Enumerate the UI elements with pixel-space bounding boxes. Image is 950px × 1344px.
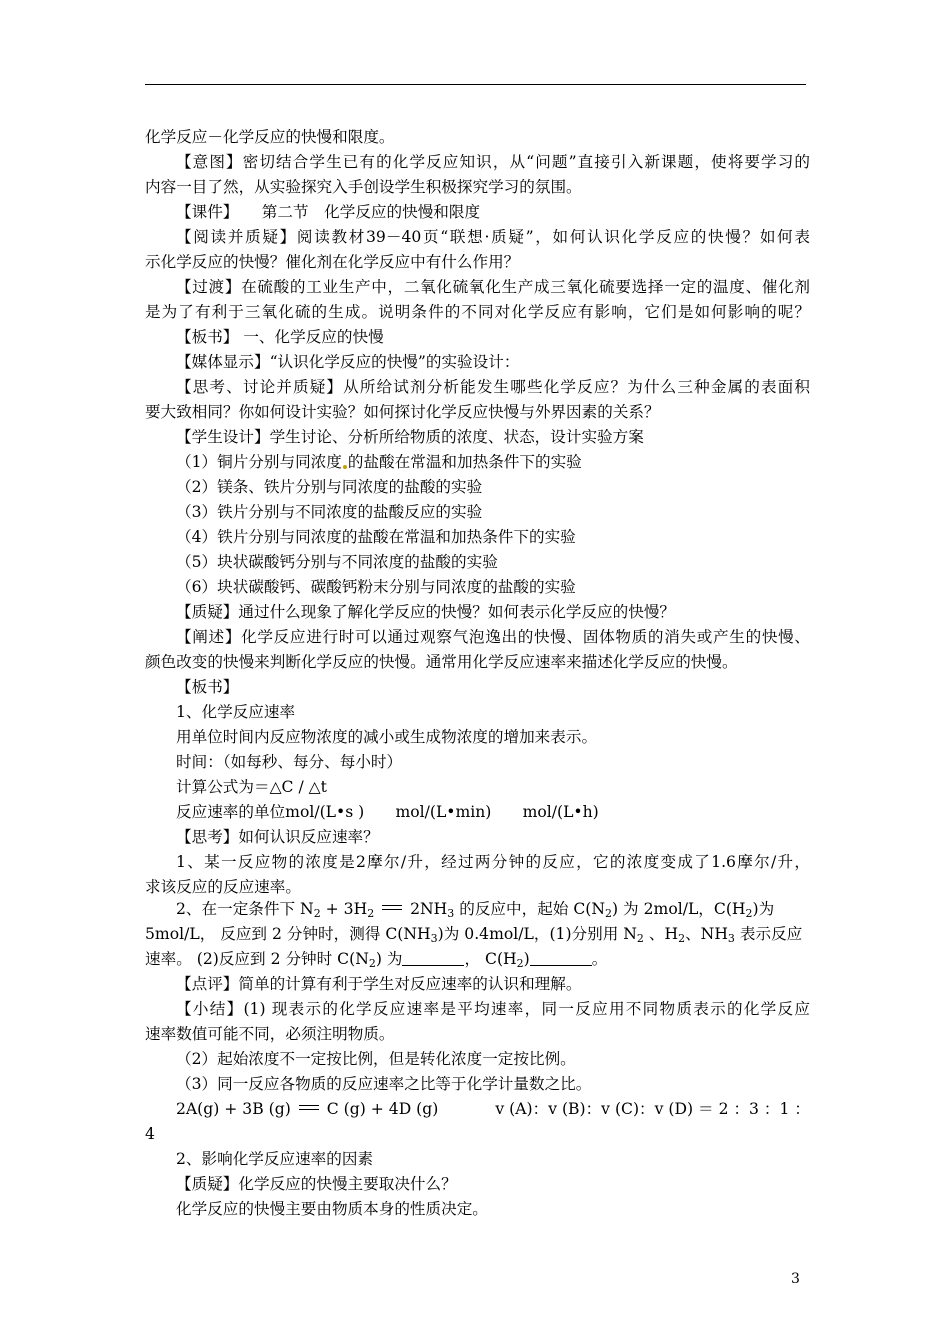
text-line: 计算公式为＝△C / △t (176, 778, 327, 796)
page-number: 3 (791, 1271, 800, 1287)
text-line: 【小结】(1) 现表示的化学反应速率是平均速率，同一反应用不同物质表示的化学反应 (176, 1000, 810, 1018)
header-rule (145, 84, 806, 85)
text-line: 【质疑】化学反应的快慢主要取决什么？ (176, 1175, 457, 1193)
answer-blank[interactable] (530, 951, 592, 966)
text-line: 1、某一反应物的浓度是2摩尔/升，经过两分钟的反应，它的浓度变成了1.6摩尔/升， (176, 853, 810, 871)
text-line: 【板书】 (176, 678, 239, 696)
text-line: （5）块状碳酸钙分别与不同浓度的盐酸的实验 (176, 553, 498, 571)
text-line: （6）块状碳酸钙、碳酸钙粉末分别与同浓度的盐酸的实验 (176, 578, 576, 596)
question-2-line-3: 速率。 (2)反应到 2 分钟时 $C(N_2)$ 为 ， $C(H_2)$ 。 (145, 950, 608, 970)
text-line: （1）铜片分别与同浓度 的盐酸在常温和加热条件下的实验 (176, 453, 582, 471)
question-2-line-1: 2、在一定条件下 $N_2 + 3H_2$ $2NH_3$ 的反应中，起始 $C(N_2)$ 为 2mol/L，$C(H_2)$为 (176, 900, 775, 920)
equation-line: 2A(g) + 3B (g) C (g) + 4D (g) v (A)：v (B)：v (C)：v (D) ＝ 2 ：3 ：1 ： (176, 1100, 810, 1118)
text-line: 【媒体显示】“认识化学反应的快慢”的实验设计： (176, 353, 520, 371)
text-line: 【课件】 第二节 化学反应的快慢和限度 (176, 203, 481, 221)
text-line: 【意图】密切结合学生已有的化学反应知识，从“问题”直接引入新课题，使将要学习的 (176, 153, 810, 171)
text-line: 时间：（如每秒、每分、每小时） (176, 753, 403, 771)
text-line: （3）同一反应各物质的反应速率之比等于化学计量数之比。 (176, 1075, 592, 1093)
text-line: （2）镁条、铁片分别与同浓度的盐酸的实验 (176, 478, 483, 496)
text-line: 化学反应的快慢主要由物质本身的性质决定。 (176, 1200, 488, 1218)
text-line: 【板书】 一、化学反应的快慢 (176, 328, 384, 346)
text-line: 内容一目了然，从实验探究入手创设学生积极探究学习的氛围。 (145, 178, 582, 196)
text-line: 【思考】如何认识反应速率？ (176, 828, 379, 846)
text-line: 示化学反应的快慢？催化剂在化学反应中有什么作用？ (145, 253, 520, 271)
text-line: （3）铁片分别与不同浓度的盐酸反应的实验 (176, 503, 483, 521)
equilibrium-arrow-icon (296, 1103, 322, 1113)
text-line: （4）铁片分别与同浓度的盐酸在常温和加热条件下的实验 (176, 528, 576, 546)
text-line: 1、化学反应速率 (176, 703, 296, 721)
text-line: 速率数值可能不同，必须注明物质。 (145, 1025, 395, 1043)
text-line: 颜色改变的快慢来判断化学反应的快慢。通常用化学反应速率来描述化学反应的快慢。 (145, 653, 738, 671)
text-line: 是为了有利于三氧化硫的生成。说明条件的不同对化学反应有影响，它们是如何影响的呢？ (145, 303, 810, 321)
equilibrium-arrow-icon (379, 903, 405, 913)
text-line: 求该反应的反应速率。 (145, 878, 301, 896)
text-line: 【过渡】在硫酸的工业生产中，二氧化硫氧化生产成三氧化硫要选择一定的温度、催化剂 (176, 278, 810, 296)
text-line: 2、影响化学反应速率的因素 (176, 1150, 374, 1168)
text-line: 化学反应－化学反应的快慢和限度。 (145, 128, 395, 146)
text-line: （2）起始浓度不一定按比例，但是转化浓度一定按比例。 (176, 1050, 576, 1068)
text-line: 要大致相同？你如何设计实验？如何探讨化学反应快慢与外界因素的关系？ (145, 403, 660, 421)
text-line: 【阐述】化学反应进行时可以通过观察气泡逸出的快慢、固体物质的消失或产生的快慢、 (176, 628, 810, 646)
answer-blank[interactable] (402, 951, 464, 966)
text-line: 【学生设计】学生讨论、分析所给物质的浓度、状态，设计实验方案 (176, 428, 644, 446)
highlight-dot (343, 465, 347, 469)
text-line: 反应速率的单位mol/(L•s ) mol/(L•min) mol/(L•h) (176, 803, 599, 821)
text-line: 【阅读并质疑】阅读教材39－40页“联想·质疑”，如何认识化学反应的快慢？如何表 (176, 228, 810, 246)
text-line: 【点评】简单的计算有利于学生对反应速率的认识和理解。 (176, 975, 582, 993)
text-line: 【思考、讨论并质疑】从所给试剂分析能发生哪些化学反应？为什么三种金属的表面积 (176, 378, 810, 396)
equation-ratio-tail: 4 (145, 1125, 155, 1143)
text-line: 用单位时间内反应物浓度的减小或生成物浓度的增加来表示。 (176, 728, 598, 746)
question-2-line-2: 5mol/L， 反应到 2 分钟时，测得 $C(NH_3)$为 0.4mol/L，(1)分别用 $N_2$ 、$H_2$、$NH_3$ 表示反应 (145, 925, 803, 945)
text-line: 【质疑】通过什么现象了解化学反应的快慢？如何表示化学反应的快慢？ (176, 603, 676, 621)
